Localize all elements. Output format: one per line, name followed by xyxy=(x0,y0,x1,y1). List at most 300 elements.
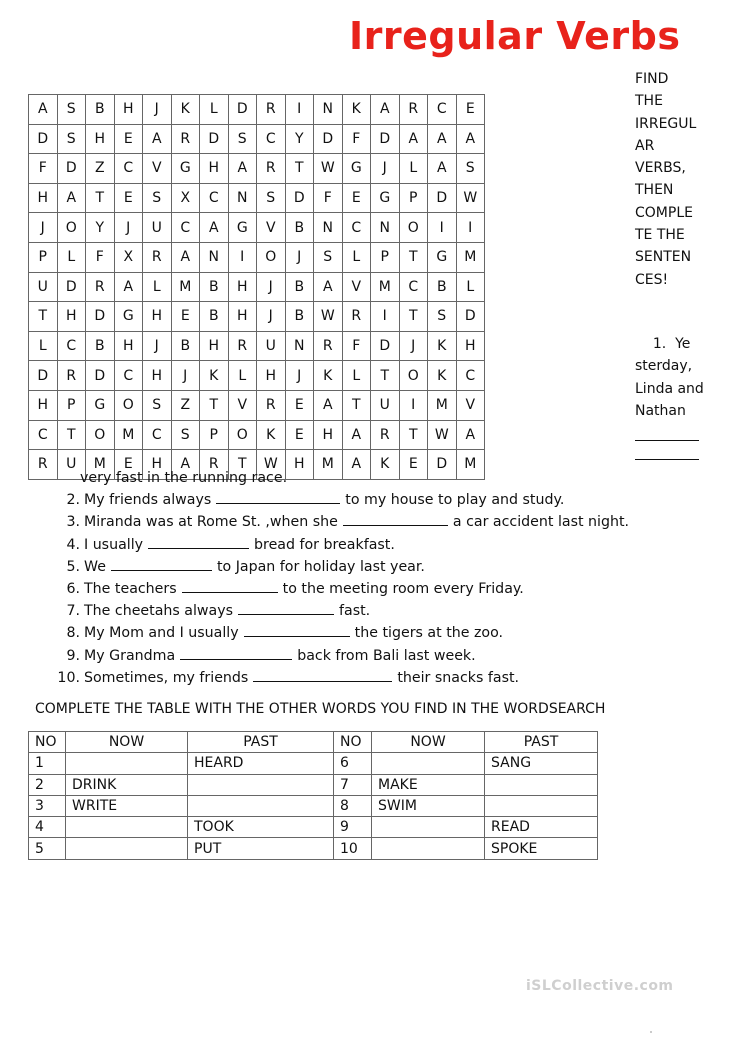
grid-cell[interactable]: M xyxy=(171,272,200,302)
table-row xyxy=(29,817,598,838)
grid-cell[interactable]: T xyxy=(285,154,314,184)
grid-cell[interactable]: K xyxy=(171,95,200,125)
table-cell: 8 xyxy=(334,795,372,816)
grid-cell[interactable]: B xyxy=(285,213,314,243)
table-cell: 1 xyxy=(29,753,66,774)
grid-cell[interactable]: A xyxy=(456,420,485,450)
grid-cell[interactable]: R xyxy=(257,154,286,184)
grid-cell[interactable]: I xyxy=(285,95,314,125)
sentence-item xyxy=(28,511,668,533)
grid-cell[interactable]: C xyxy=(114,154,143,184)
instruction-line: CES! xyxy=(635,271,669,288)
sentence-text-after: bread for breakfast. xyxy=(254,536,395,553)
grid-cell[interactable]: A xyxy=(428,124,457,154)
grid-cell[interactable]: M xyxy=(456,242,485,272)
instruction-line: IRREGUL xyxy=(635,115,697,132)
grid-cell[interactable]: L xyxy=(228,361,257,391)
grid-cell[interactable]: M xyxy=(314,450,343,480)
grid-cell[interactable]: B xyxy=(285,272,314,302)
grid-cell[interactable]: L xyxy=(29,331,58,361)
table-cell: PUT xyxy=(188,838,334,859)
wordsearch-grid xyxy=(28,94,485,480)
grid-cell[interactable]: R xyxy=(257,390,286,420)
grid-cell[interactable]: B xyxy=(200,302,229,332)
grid-cell[interactable]: H xyxy=(228,302,257,332)
grid-cell[interactable]: O xyxy=(399,213,428,243)
sentence-list xyxy=(28,467,668,689)
grid-cell[interactable]: V xyxy=(228,390,257,420)
grid-cell[interactable]: V xyxy=(456,390,485,420)
table-cell: 7 xyxy=(334,774,372,795)
grid-cell[interactable]: I xyxy=(371,302,400,332)
grid-cell[interactable]: S xyxy=(456,154,485,184)
grid-cell[interactable]: M xyxy=(86,450,115,480)
grid-cell[interactable]: C xyxy=(57,331,86,361)
grid-cell[interactable]: B xyxy=(171,331,200,361)
instruction-line: THEN xyxy=(635,182,674,199)
instruction-line: AR xyxy=(635,137,655,154)
instruction-line: SENTEN xyxy=(635,249,692,266)
table-cell[interactable] xyxy=(66,838,188,859)
table-cell: 5 xyxy=(29,838,66,859)
grid-cell[interactable]: A xyxy=(371,95,400,125)
grid-cell[interactable]: L xyxy=(143,272,172,302)
grid-cell[interactable]: N xyxy=(371,213,400,243)
grid-cell[interactable]: H xyxy=(285,450,314,480)
grid-cell[interactable]: H xyxy=(29,390,58,420)
grid-cell[interactable]: O xyxy=(399,361,428,391)
table-cell[interactable] xyxy=(188,774,334,795)
grid-cell[interactable]: D xyxy=(86,302,115,332)
sentence-item xyxy=(28,556,668,578)
grid-cell[interactable]: D xyxy=(200,124,229,154)
grid-cell[interactable]: H xyxy=(143,302,172,332)
grid-cell[interactable]: T xyxy=(57,420,86,450)
grid-cell[interactable]: H xyxy=(257,361,286,391)
grid-cell[interactable]: S xyxy=(257,183,286,213)
instruction-line: VERBS, xyxy=(635,160,686,177)
grid-cell[interactable]: H xyxy=(114,95,143,125)
grid-cell[interactable]: D xyxy=(314,124,343,154)
grid-cell[interactable]: D xyxy=(456,302,485,332)
grid-cell[interactable]: J xyxy=(257,302,286,332)
table-row xyxy=(29,753,598,774)
grid-cell[interactable]: M xyxy=(456,450,485,480)
answer-blank[interactable] xyxy=(111,558,212,571)
grid-cell[interactable]: Z xyxy=(86,154,115,184)
sentence-number: 3. xyxy=(66,514,80,531)
instruction-line: THE xyxy=(635,93,663,110)
grid-cell[interactable]: S xyxy=(143,183,172,213)
sentence-number: 5. xyxy=(66,558,80,575)
grid-cell[interactable]: W xyxy=(314,302,343,332)
sentence-text-after: the tigers at the zoo. xyxy=(354,625,504,642)
grid-cell[interactable]: J xyxy=(257,272,286,302)
grid-cell[interactable]: S xyxy=(143,390,172,420)
table-cell: 10 xyxy=(334,838,372,859)
grid-cell[interactable]: C xyxy=(29,420,58,450)
grid-cell[interactable]: A xyxy=(143,124,172,154)
grid-cell[interactable]: T xyxy=(29,302,58,332)
grid-cell[interactable]: K xyxy=(257,420,286,450)
answer-blank[interactable] xyxy=(253,669,392,682)
table-cell[interactable] xyxy=(485,795,598,816)
grid-cell[interactable]: E xyxy=(114,124,143,154)
grid-cell[interactable]: A xyxy=(29,95,58,125)
grid-cell[interactable]: N xyxy=(228,183,257,213)
table-cell: 4 xyxy=(29,817,66,838)
grid-cell[interactable]: A xyxy=(428,154,457,184)
sentence-number: 6. xyxy=(66,581,80,598)
table-header-cell: PAST xyxy=(188,732,334,753)
table-cell[interactable] xyxy=(372,817,485,838)
instruction-line: TE THE xyxy=(635,227,685,244)
grid-cell[interactable]: J xyxy=(285,242,314,272)
grid-cell[interactable]: V xyxy=(342,272,371,302)
table-cell: SPOKE xyxy=(485,838,598,859)
grid-cell[interactable]: F xyxy=(314,183,343,213)
table-cell: 3 xyxy=(29,795,66,816)
grid-cell[interactable]: T xyxy=(86,183,115,213)
grid-cell[interactable]: G xyxy=(342,154,371,184)
sentence-1-line: sterday, xyxy=(635,358,693,375)
grid-cell[interactable]: B xyxy=(86,95,115,125)
grid-row xyxy=(29,302,485,332)
grid-cell[interactable]: G xyxy=(171,154,200,184)
grid-cell[interactable]: L xyxy=(456,272,485,302)
sentence-text-after: their snacks fast. xyxy=(397,669,520,686)
table-row xyxy=(29,774,598,795)
grid-cell[interactable]: I xyxy=(456,213,485,243)
grid-cell[interactable]: H xyxy=(200,331,229,361)
grid-cell[interactable]: R xyxy=(314,331,343,361)
grid-cell[interactable]: C xyxy=(114,361,143,391)
grid-cell[interactable]: C xyxy=(143,420,172,450)
answer-blank[interactable] xyxy=(180,647,292,660)
sentence-text-after: fast. xyxy=(339,603,371,620)
grid-cell[interactable]: R xyxy=(257,95,286,125)
grid-cell[interactable]: H xyxy=(114,331,143,361)
sentence-text-after: to Japan for holiday last year. xyxy=(216,558,425,575)
grid-cell[interactable]: B xyxy=(86,331,115,361)
grid-cell[interactable]: S xyxy=(228,124,257,154)
grid-cell[interactable]: A xyxy=(171,450,200,480)
grid-cell[interactable]: E xyxy=(456,95,485,125)
grid-cell[interactable]: K xyxy=(200,361,229,391)
grid-row xyxy=(29,331,485,361)
grid-cell[interactable]: L xyxy=(57,242,86,272)
grid-cell[interactable]: D xyxy=(29,124,58,154)
grid-cell[interactable]: O xyxy=(228,420,257,450)
grid-cell[interactable]: R xyxy=(171,124,200,154)
grid-cell[interactable]: T xyxy=(228,450,257,480)
grid-cell[interactable]: S xyxy=(57,124,86,154)
table-row xyxy=(29,795,598,816)
grid-cell[interactable]: D xyxy=(228,95,257,125)
grid-cell[interactable]: G xyxy=(114,302,143,332)
grid-cell[interactable]: J xyxy=(143,331,172,361)
answer-blank[interactable] xyxy=(635,422,699,441)
grid-cell[interactable]: I xyxy=(228,242,257,272)
grid-cell[interactable]: U xyxy=(29,272,58,302)
grid-cell[interactable]: G xyxy=(228,213,257,243)
grid-cell[interactable]: K xyxy=(428,361,457,391)
table-heading: COMPLETE THE TABLE WITH THE OTHER WORDS YOU FIND IN THE WORDSEARCH xyxy=(35,701,606,717)
grid-cell[interactable]: W xyxy=(428,420,457,450)
answer-blank[interactable] xyxy=(238,602,334,615)
grid-cell[interactable]: D xyxy=(371,331,400,361)
grid-cell[interactable]: T xyxy=(399,242,428,272)
grid-cell[interactable]: D xyxy=(57,154,86,184)
grid-cell[interactable]: S xyxy=(171,420,200,450)
grid-row xyxy=(29,124,485,154)
grid-cell[interactable]: G xyxy=(371,183,400,213)
sentence-number: 9. xyxy=(66,647,80,664)
grid-cell[interactable]: L xyxy=(342,361,371,391)
grid-cell[interactable]: R xyxy=(371,420,400,450)
grid-cell[interactable]: J xyxy=(371,154,400,184)
grid-cell[interactable]: P xyxy=(399,183,428,213)
grid-row xyxy=(29,361,485,391)
grid-cell[interactable]: C xyxy=(399,272,428,302)
grid-cell[interactable]: J xyxy=(285,361,314,391)
grid-cell[interactable]: A xyxy=(200,213,229,243)
grid-cell[interactable]: O xyxy=(86,420,115,450)
grid-cell[interactable]: C xyxy=(428,95,457,125)
grid-cell[interactable]: W xyxy=(257,450,286,480)
grid-cell[interactable]: K xyxy=(314,361,343,391)
grid-cell[interactable]: A xyxy=(342,420,371,450)
grid-cell[interactable]: D xyxy=(428,183,457,213)
grid-cell[interactable]: R xyxy=(200,450,229,480)
answer-blank[interactable] xyxy=(182,580,278,593)
grid-cell[interactable]: E xyxy=(171,302,200,332)
grid-cell[interactable]: C xyxy=(200,183,229,213)
grid-cell[interactable]: R xyxy=(399,95,428,125)
table-cell: READ xyxy=(485,817,598,838)
sentence-text-before: The teachers xyxy=(84,581,177,598)
grid-cell[interactable]: W xyxy=(456,183,485,213)
table-cell[interactable] xyxy=(188,795,334,816)
sentence-item xyxy=(28,645,668,667)
grid-cell[interactable]: X xyxy=(114,242,143,272)
grid-cell[interactable]: N xyxy=(285,331,314,361)
grid-cell[interactable]: D xyxy=(57,272,86,302)
grid-cell[interactable]: U xyxy=(57,450,86,480)
answer-blank[interactable] xyxy=(148,536,249,549)
grid-cell[interactable]: K xyxy=(342,95,371,125)
sentence-text-before: My Grandma xyxy=(84,647,176,664)
grid-cell[interactable]: T xyxy=(342,390,371,420)
grid-cell[interactable]: B xyxy=(428,272,457,302)
grid-cell[interactable]: P xyxy=(200,420,229,450)
grid-cell[interactable]: F xyxy=(86,242,115,272)
sentence-item xyxy=(28,534,668,556)
grid-cell[interactable]: B xyxy=(200,272,229,302)
grid-cell[interactable]: H xyxy=(29,183,58,213)
answer-blank[interactable] xyxy=(635,441,699,460)
watermark: iSLCollective.com xyxy=(526,978,674,994)
grid-cell[interactable]: N xyxy=(200,242,229,272)
grid-cell[interactable]: C xyxy=(456,361,485,391)
sentence-number: 2. xyxy=(66,492,80,509)
grid-cell[interactable]: R xyxy=(228,331,257,361)
table-header-cell: PAST xyxy=(485,732,598,753)
grid-cell[interactable]: D xyxy=(29,361,58,391)
grid-cell[interactable]: C xyxy=(171,213,200,243)
grid-cell[interactable]: I xyxy=(399,390,428,420)
table-cell[interactable] xyxy=(66,753,188,774)
table-cell: WRITE xyxy=(66,795,188,816)
grid-cell[interactable]: H xyxy=(228,272,257,302)
sentence-1-start: 1. Ye xyxy=(652,336,691,352)
grid-cell[interactable]: E xyxy=(399,450,428,480)
grid-cell[interactable]: Y xyxy=(86,213,115,243)
grid-cell[interactable]: P xyxy=(29,242,58,272)
grid-cell[interactable]: S xyxy=(314,242,343,272)
grid-cell[interactable]: L xyxy=(342,242,371,272)
grid-cell[interactable]: A xyxy=(114,272,143,302)
grid-cell[interactable]: R xyxy=(29,450,58,480)
sentence-1-continuation: very fast in the running race. xyxy=(80,470,288,486)
grid-cell[interactable]: R xyxy=(86,272,115,302)
grid-cell[interactable]: G xyxy=(428,242,457,272)
grid-cell[interactable]: J xyxy=(399,331,428,361)
grid-cell[interactable]: K xyxy=(428,331,457,361)
table-cell[interactable] xyxy=(66,817,188,838)
grid-cell[interactable]: P xyxy=(371,242,400,272)
grid-cell[interactable]: H xyxy=(200,154,229,184)
grid-cell[interactable]: A xyxy=(314,390,343,420)
grid-cell[interactable]: U xyxy=(371,390,400,420)
answer-blank[interactable] xyxy=(216,491,340,504)
grid-cell[interactable]: U xyxy=(143,213,172,243)
grid-cell[interactable]: P xyxy=(57,390,86,420)
answer-blank[interactable] xyxy=(244,624,350,637)
sentence-number: 4. xyxy=(66,536,80,553)
grid-cell[interactable]: U xyxy=(257,331,286,361)
grid-cell[interactable]: E xyxy=(114,450,143,480)
sentence-text-after: back from Bali last week. xyxy=(297,647,476,664)
grid-cell[interactable]: R xyxy=(342,302,371,332)
verb-table xyxy=(28,731,598,860)
table-cell: HEARD xyxy=(188,753,334,774)
grid-cell[interactable]: H xyxy=(143,361,172,391)
answer-blank[interactable] xyxy=(343,513,448,526)
grid-cell[interactable]: M xyxy=(371,272,400,302)
sentence-text-after: to my house to play and study. xyxy=(345,492,565,509)
grid-cell[interactable]: J xyxy=(143,95,172,125)
table-cell[interactable] xyxy=(372,838,485,859)
grid-cell[interactable]: A xyxy=(456,124,485,154)
grid-cell[interactable]: T xyxy=(399,302,428,332)
grid-cell[interactable]: J xyxy=(114,213,143,243)
grid-cell[interactable]: N xyxy=(314,213,343,243)
sentence-text-after: to the meeting room every Friday. xyxy=(282,581,524,598)
grid-cell[interactable]: H xyxy=(314,420,343,450)
grid-cell[interactable]: R xyxy=(57,361,86,391)
grid-cell[interactable]: A xyxy=(314,272,343,302)
grid-cell[interactable]: N xyxy=(314,95,343,125)
grid-cell[interactable]: A xyxy=(57,183,86,213)
grid-cell[interactable]: G xyxy=(86,390,115,420)
sentence-text-before: The cheetahs always xyxy=(84,603,234,620)
grid-cell[interactable]: A xyxy=(228,154,257,184)
grid-cell[interactable]: X xyxy=(171,183,200,213)
grid-cell[interactable]: F xyxy=(342,124,371,154)
grid-cell[interactable]: C xyxy=(342,213,371,243)
instruction-line: COMPLE xyxy=(635,204,693,221)
grid-cell[interactable]: Z xyxy=(171,390,200,420)
grid-cell[interactable]: K xyxy=(371,450,400,480)
table-cell: MAKE xyxy=(372,774,485,795)
grid-cell[interactable]: O xyxy=(114,390,143,420)
grid-cell[interactable]: C xyxy=(257,124,286,154)
grid-cell[interactable]: S xyxy=(428,302,457,332)
grid-cell[interactable]: H xyxy=(143,450,172,480)
grid-cell[interactable]: Y xyxy=(285,124,314,154)
sentence-1 xyxy=(635,333,705,460)
grid-cell[interactable]: D xyxy=(285,183,314,213)
grid-cell[interactable]: M xyxy=(114,420,143,450)
table-cell[interactable] xyxy=(485,774,598,795)
grid-cell[interactable]: D xyxy=(86,361,115,391)
sentence-item xyxy=(28,667,668,689)
grid-cell[interactable]: A xyxy=(342,450,371,480)
grid-cell[interactable]: J xyxy=(29,213,58,243)
table-header-cell: NOW xyxy=(66,732,188,753)
grid-cell[interactable]: W xyxy=(314,154,343,184)
grid-cell[interactable]: O xyxy=(57,213,86,243)
grid-cell[interactable]: V xyxy=(143,154,172,184)
grid-cell[interactable]: T xyxy=(399,420,428,450)
grid-cell[interactable]: T xyxy=(371,361,400,391)
grid-cell[interactable]: J xyxy=(171,361,200,391)
grid-cell[interactable]: E xyxy=(285,420,314,450)
sentence-item xyxy=(28,489,668,511)
grid-cell[interactable]: T xyxy=(200,390,229,420)
grid-cell[interactable]: R xyxy=(143,242,172,272)
grid-cell[interactable]: E xyxy=(114,183,143,213)
grid-cell[interactable]: H xyxy=(57,302,86,332)
grid-cell[interactable]: I xyxy=(428,213,457,243)
grid-cell[interactable]: M xyxy=(428,390,457,420)
grid-cell[interactable]: E xyxy=(342,183,371,213)
grid-cell[interactable]: O xyxy=(257,242,286,272)
grid-cell[interactable]: D xyxy=(371,124,400,154)
sentence-text-before: My friends always xyxy=(84,492,212,509)
grid-cell[interactable]: L xyxy=(399,154,428,184)
grid-cell[interactable]: L xyxy=(200,95,229,125)
table-cell: TOOK xyxy=(188,817,334,838)
instruction-line: FIND xyxy=(635,71,669,87)
sentence-item xyxy=(28,622,668,644)
grid-cell[interactable]: E xyxy=(285,390,314,420)
grid-cell[interactable]: B xyxy=(285,302,314,332)
grid-cell[interactable]: D xyxy=(428,450,457,480)
grid-cell[interactable]: H xyxy=(86,124,115,154)
grid-cell[interactable]: F xyxy=(342,331,371,361)
instructions xyxy=(635,68,705,291)
grid-cell[interactable]: H xyxy=(456,331,485,361)
grid-cell[interactable]: A xyxy=(399,124,428,154)
table-cell[interactable] xyxy=(372,753,485,774)
table-cell: SWIM xyxy=(372,795,485,816)
grid-cell[interactable]: A xyxy=(171,242,200,272)
grid-cell[interactable]: S xyxy=(57,95,86,125)
grid-cell[interactable]: F xyxy=(29,154,58,184)
grid-cell[interactable]: V xyxy=(257,213,286,243)
